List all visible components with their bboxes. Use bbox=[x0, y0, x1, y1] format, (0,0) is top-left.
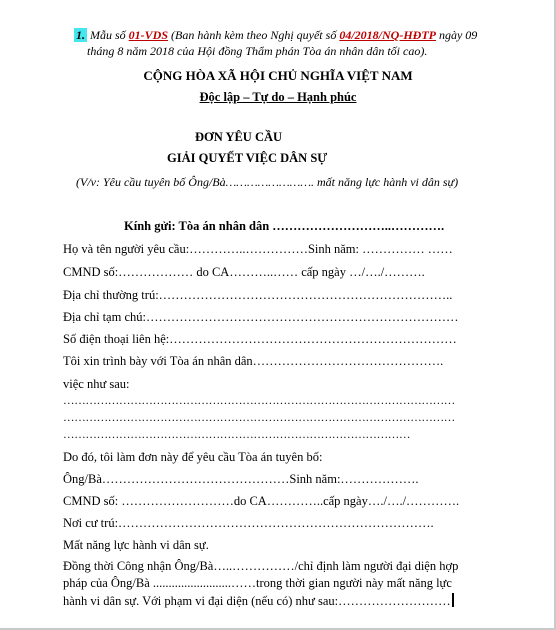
form-prefix: Mẫu số bbox=[90, 28, 129, 42]
form-mid-text: (Ban hành kèm theo Nghị quyết số bbox=[168, 28, 340, 42]
representative-line-1: Đồng thời Công nhận Ông/Bà…..……………/chỉ định làm người đại diện hợp bbox=[63, 559, 459, 573]
temporary-address-line: Địa chỉ tạm chú:………………………………………………………………… bbox=[63, 310, 459, 324]
representative-line-3 bbox=[63, 593, 454, 609]
footnote-number: 1. bbox=[76, 28, 85, 42]
representative-line-2: pháp của Ông/Bà .........................……trong thời gian người này mất năng lực bbox=[63, 576, 452, 590]
text-cursor bbox=[452, 593, 454, 607]
statement-line: Tôi xin trình bày với Tòa án nhân dân………………………………………. bbox=[63, 354, 444, 368]
addressee-line: Kính gửi: Tòa án nhân dân ………………………..…………. bbox=[124, 219, 445, 233]
subject-id-line: CMND số: ………………………do CA…………..cấp ngày…./…./…………. bbox=[63, 494, 460, 508]
incapacity-line: Mất năng lực hành vi dân sự. bbox=[63, 538, 209, 552]
resolution-number: 04/2018/NQ-HĐTP bbox=[339, 28, 436, 42]
form-suffix: ngày 09 bbox=[435, 28, 478, 42]
motto: Độc lập – Tự do – Hạnh phúc bbox=[199, 90, 357, 104]
document-title-line1: ĐƠN YÊU CẦU bbox=[195, 130, 283, 144]
nation-heading: CỘNG HÒA XÃ HỘI CHỦ NGHĨA VIỆT NAM bbox=[143, 68, 413, 83]
matter-label: việc như sau: bbox=[63, 377, 130, 391]
blank-line-2: …………………………………………………………………………………………… bbox=[63, 412, 456, 424]
blank-line-3: ………………………………………………………………………………… bbox=[63, 429, 411, 441]
form-header-note-line1 bbox=[74, 28, 477, 43]
subject-person-line: Ông/Bà………………………………………Sinh năm:………………. bbox=[63, 472, 419, 486]
form-code: 01-VDS bbox=[128, 28, 169, 42]
blank-line-1: …………………………………………………………………………………………… bbox=[63, 395, 456, 407]
form-header-note-line2: tháng 8 năm 2018 của Hội đồng Thẩm phán Tòa án nhân dân tối cao). bbox=[87, 44, 428, 58]
request-intro-line: Do đó, tôi làm đơn này để yêu cầu Tòa án tuyên bố: bbox=[63, 450, 323, 464]
residence-line: Nơi cư trú:…………………………………………………………………. bbox=[63, 516, 434, 530]
permanent-address-line: Địa chỉ thường trú:…………………………………………………………….. bbox=[63, 288, 453, 302]
requester-id-line: CMND số:……………… do CA………..…… cấp ngày …/…./………. bbox=[63, 265, 425, 279]
phone-line: Số điện thoại liên hệ:…………………………………………………………… bbox=[63, 332, 457, 346]
document-title-line2: GIẢI QUYẾT VIỆC DÂN SỰ bbox=[167, 151, 328, 165]
requester-name-line: Họ và tên người yêu cầu:…………..……………Sinh năm: …………… …… bbox=[63, 242, 453, 256]
representative-line-3-text: hành vi dân sự. Với phạm vi đại diện (nếu có) như sau:……………………… bbox=[63, 594, 451, 608]
subject-line: (V/v: Yêu cầu tuyên bố Ông/Bà……………………. mất năng lực hành vi dân sự) bbox=[76, 175, 459, 189]
